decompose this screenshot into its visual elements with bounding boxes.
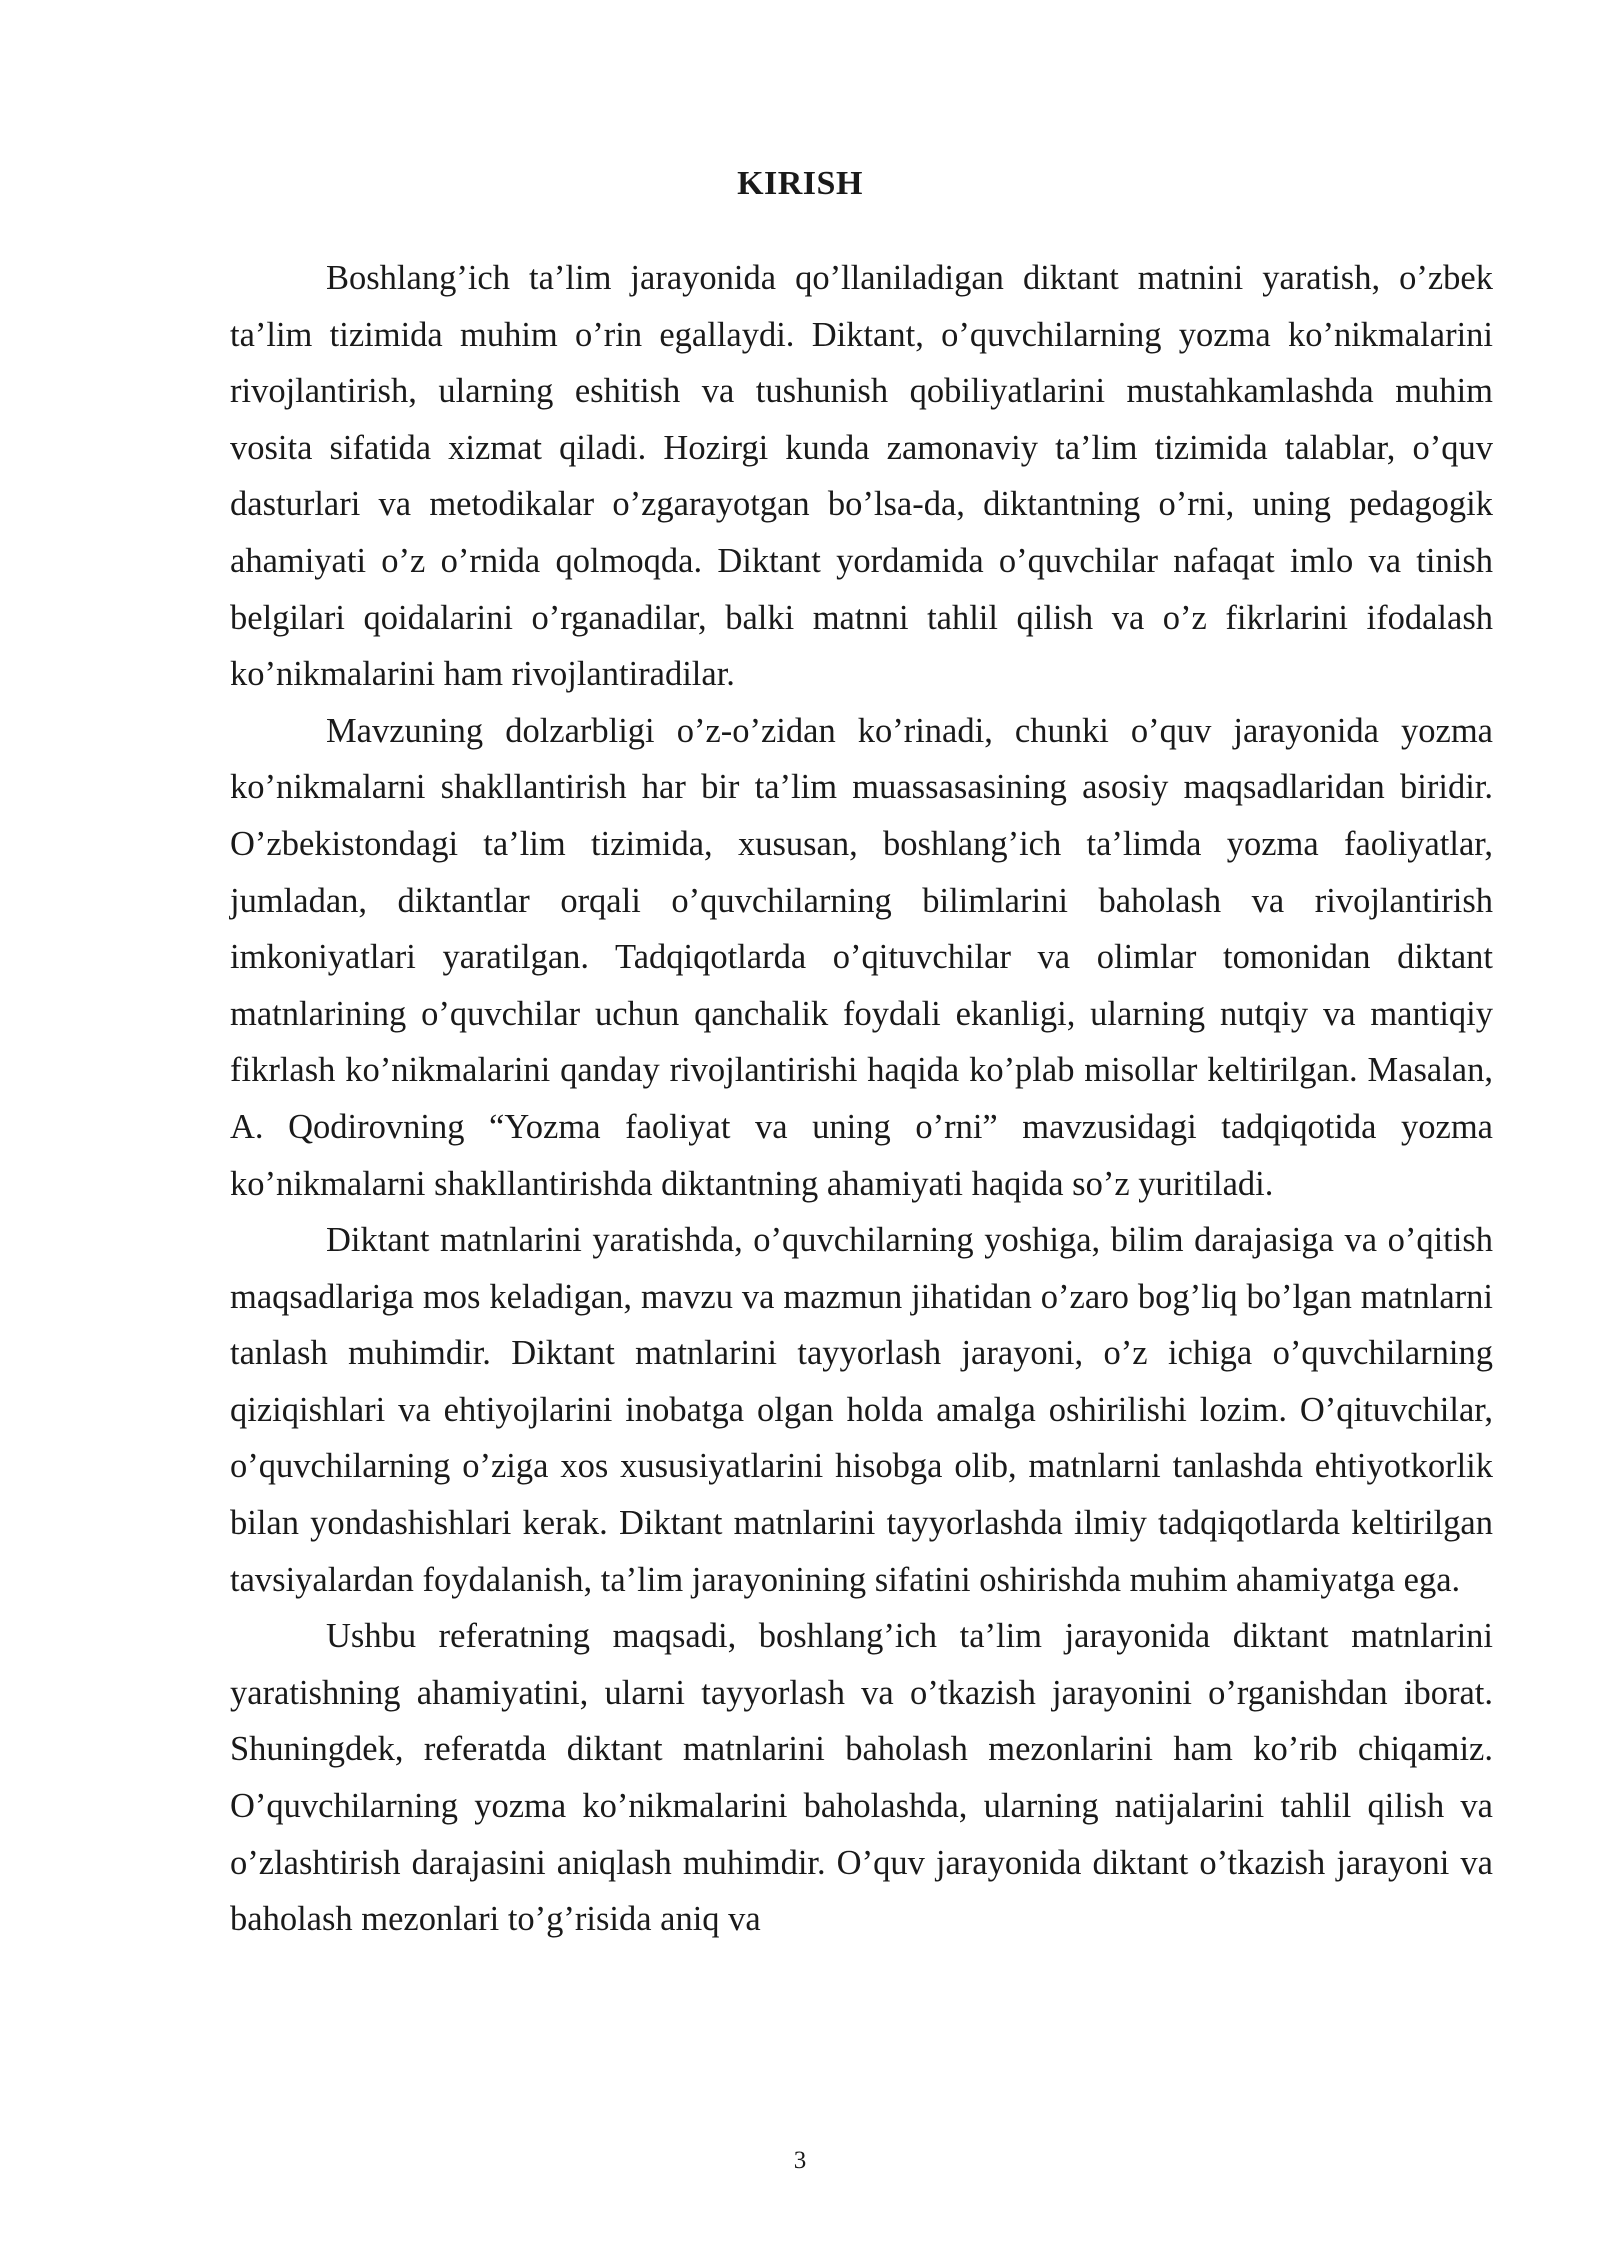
- paragraph-1: Boshlang’ich ta’lim jarayonida qo’llaniladigan diktant matnini yaratish, o’zbek ta’lim tizimida muhim o’rin egallaydi. Diktant, o’quvchilarning yozma ko’nikmalarini rivojlantirish, ularning eshitish va tushunish qobiliyatlarini mustahkamlashda muhim vosita sifatida xizmat qiladi. Hozirgi kunda zamonaviy ta’lim tizimida talablar, o’quv dasturlari va metodikalar o’zgarayotgan bo’lsa-da, diktantning o’rni, uning pedagogik ahamiyati o’z o’rnida qolmoqda. Diktant yordamida o’quvchilar nafaqat imlo va tinish belgilari qoidalarini o’rganadilar, balki matnni tahlil qilish va o’z fikrlarini ifodalash ko’nikmalarini ham rivojlantiradilar.: [230, 259, 1493, 694]
- body-text: [230, 250, 1493, 1948]
- paragraph-2: Mavzuning dolzarbligi o’z-o’zidan ko’rinadi, chunki o’quv jarayonida yozma ko’nikmalarni shakllantirish har bir ta’lim muassasasining asosiy maqsadlaridan biridir. O’zbekistondagi ta’lim tizimida, xususan, boshlang’ich ta’limda yozma faoliyatlar, jumladan, diktantlar orqali o’quvchilarning bilimlarini baholash va rivojlantirish imkoniyatlari yaratilgan. Tadqiqotlarda o’qituvchilar va olimlar tomonidan diktant matnlarining o’quvchilar uchun qanchalik foydali ekanligi, ularning nutqiy va mantiqiy fikrlash ko’nikmalarini qanday rivojlantirishi haqida ko’plab misollar keltirilgan. Masalan, A. Qodirovning “Yozma faoliyat va uning o’rni” mavzusidagi tadqiqotida yozma ko’nikmalarni shakllantirishda diktantning ahamiyati haqida so’z yuritiladi.: [230, 711, 1493, 1203]
- section-title: KIRISH: [737, 165, 863, 202]
- page-number: 3: [793, 2147, 807, 2174]
- paragraph-4: Ushbu referatning maqsadi, boshlang’ich ta’lim jarayonida diktant matnlarini yaratishning ahamiyatini, ularni tayyorlash va o’tkazish jarayonini o’rganishdan iborat. Shuningdek, referatda diktant matnlarini baholash mezonlarini ham ko’rib chiqamiz. O’quvchilarning yozma ko’nikmalarini baholashda, ularning natijalarini tahlil qilish va o’zlashtirish darajasini aniqlash muhimdir. O’quv jarayonida diktant o’tkazish jarayoni va baholash mezonlari to’g’risida aniq va: [230, 1617, 1493, 1939]
- paragraph-3: Diktant matnlarini yaratishda, o’quvchilarning yoshiga, bilim darajasiga va o’qitish maqsadlariga mos keladigan, mavzu va mazmun jihatidan o’zaro bog’liq bo’lgan matnlarni tanlash muhimdir. Diktant matnlarini tayyorlash jarayoni, o’z ichiga o’quvchilarning qiziqishlari va ehtiyojlarini inobatga olgan holda amalga oshirilishi lozim. O’qituvchilar, o’quvchilarning o’ziga xos xususiyatlarini hisobga olib, matnlarni tanlashda ehtiyotkorlik bilan yondashishlari kerak. Diktant matnlarini tayyorlashda ilmiy tadqiqotlarda keltirilgan tavsiyalardan foydalanish, ta’lim jarayonining sifatini oshirishda muhim ahamiyatga ega.: [230, 1221, 1493, 1599]
